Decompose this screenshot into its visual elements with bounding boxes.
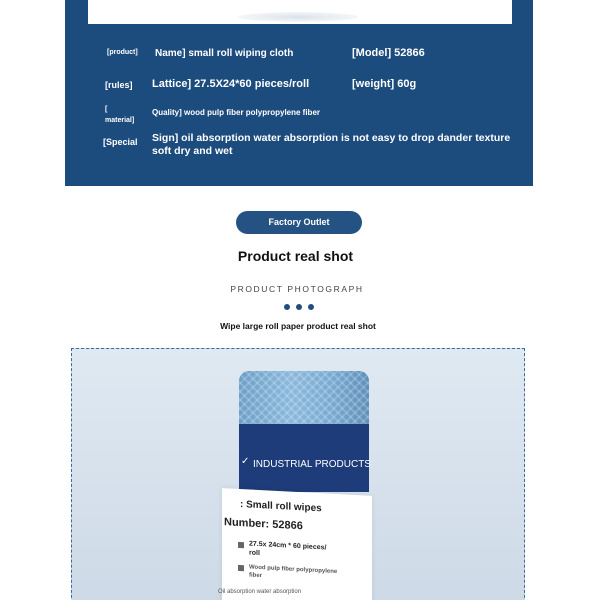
rules-label: [rules] [105, 80, 133, 90]
dot-icon [296, 304, 302, 310]
photo-caption: Wipe large roll paper product real shot [220, 321, 376, 331]
dot-icon [284, 304, 290, 310]
brand-logo-icon: ✓ [241, 456, 250, 467]
special-value: Sign] oil absorption water absorption is not easy to drop dander texture soft dry and wet [152, 132, 511, 157]
material-value: Quality] wood pulp fiber polypropylene fiber [152, 108, 321, 117]
weight-value: [weight] 60g [352, 78, 417, 90]
product-photo [71, 348, 525, 600]
size-icon [238, 542, 244, 548]
roll-band [239, 424, 369, 492]
product-name-value: Name] small roll wiping cloth [155, 48, 294, 59]
label-material: Wood pulp fiber polypropylene fiber [249, 564, 338, 580]
photo-bottom-text: Oil absorption water absorption [218, 589, 302, 595]
band-text: INDUSTRIAL PRODUCTS [253, 459, 371, 470]
material-label-text: material] [105, 117, 135, 124]
label-title: : Small roll wipes [240, 499, 322, 515]
special-label: [Special [103, 137, 138, 147]
material-label-bracket: [ [105, 106, 108, 113]
product-label: [product] [107, 49, 138, 56]
top-product-image [88, 0, 512, 24]
roll-label [222, 488, 372, 600]
dot-icon [308, 304, 314, 310]
model-value: [Model] 52866 [352, 47, 425, 59]
decorative-dots [284, 304, 314, 310]
factory-outlet-badge: Factory Outlet [236, 211, 362, 234]
label-size: 27.5x 24cm * 60 pieces/ roll [249, 540, 327, 558]
material-icon [238, 565, 244, 571]
rules-value: Lattice] 27.5X24*60 pieces/roll [152, 78, 310, 90]
label-number: Number: 52866 [224, 516, 303, 533]
section-subtitle: PRODUCT PHOTOGRAPH [230, 284, 364, 294]
material-label [105, 104, 145, 126]
spec-panel [65, 0, 533, 186]
section-title: Product real shot [237, 248, 354, 264]
